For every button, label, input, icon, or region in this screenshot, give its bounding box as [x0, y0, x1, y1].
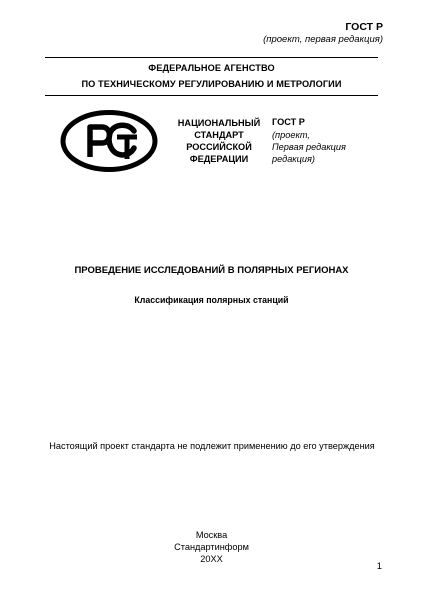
- imprint-city: Москва: [195, 530, 228, 540]
- imprint-publisher: Стандартинформ: [174, 542, 249, 552]
- rst-certification-mark-icon: [60, 109, 158, 173]
- national-standard-line-3: РОССИЙСКОЙ: [186, 142, 252, 152]
- designation-code: ГОСТ Р: [272, 117, 305, 127]
- top-divider: [45, 57, 378, 58]
- agency-name-line-2: ПО ТЕХНИЧЕСКОМУ РЕГУЛИРОВАНИЮ И МЕТРОЛОГИИ: [81, 79, 342, 89]
- national-standard-line-4: ФЕДЕРАЦИИ: [189, 154, 249, 164]
- agency-name-line-1: ФЕДЕРАЛЬНОЕ АГЕНСТВО: [148, 63, 275, 73]
- imprint-year: 20XX: [200, 554, 223, 564]
- agency-divider: [45, 95, 378, 96]
- designation-edition: [272, 129, 346, 165]
- document-title: ПРОВЕДЕНИЕ ИССЛЕДОВАНИЙ В ПОЛЯРНЫХ РЕГИОНАХ: [74, 265, 349, 276]
- designation-edition-line-3: редакция): [272, 154, 315, 164]
- header-standard-code: ГОСТ Р: [345, 21, 383, 33]
- designation-edition-line-2: Первая редакция: [272, 142, 346, 152]
- document-subtitle: Классификация полярных станций: [134, 295, 289, 305]
- national-standard-line-2: СТАНДАРТ: [194, 130, 244, 140]
- page-number: 1: [376, 561, 382, 571]
- header-edition-note: (проект, первая редакция): [263, 34, 383, 45]
- national-standard-line-1: НАЦИОНАЛЬНЫЙ: [177, 118, 261, 128]
- draft-notice: Настоящий проект стандарта не подлежит применению до его утверждения: [49, 441, 375, 451]
- designation-edition-line-1: (проект,: [272, 130, 310, 140]
